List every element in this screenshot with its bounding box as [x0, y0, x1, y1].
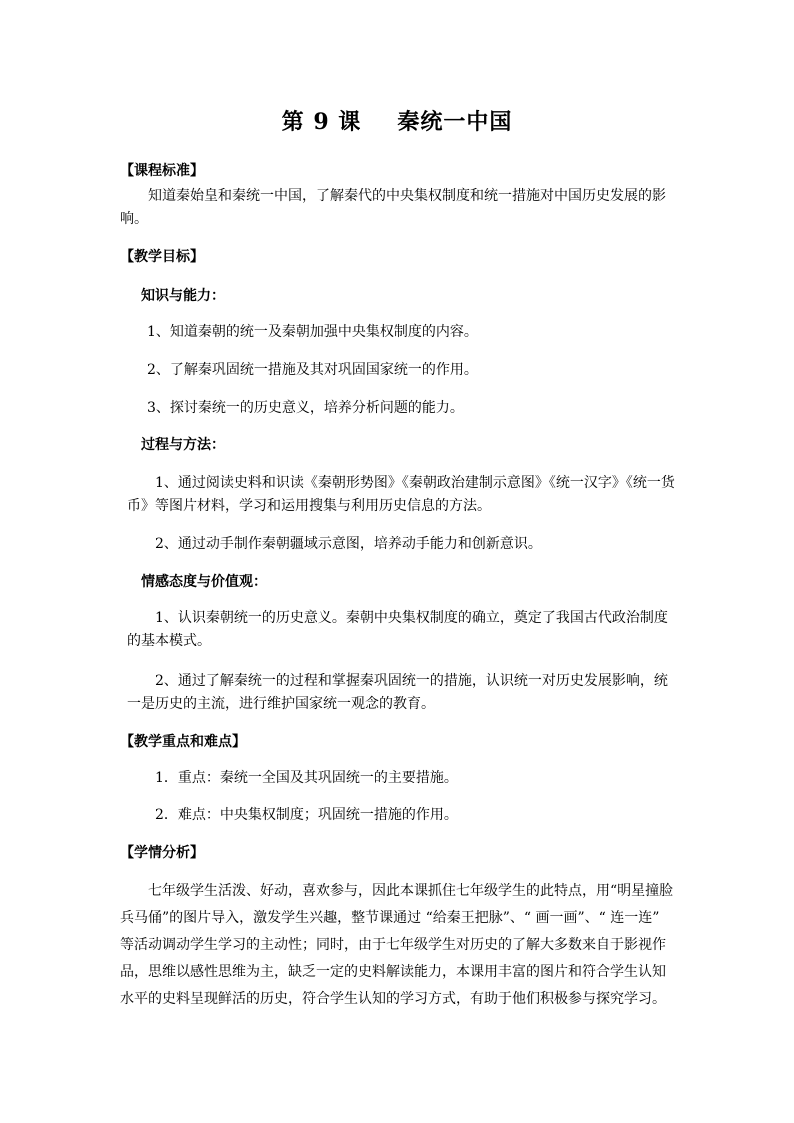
- knowledge-item-3: 3、探讨秦统一的历史意义，培养分析问题的能力。: [147, 400, 464, 416]
- section-heading-goals: 【教学目标】: [120, 249, 204, 265]
- knowledge-item-2: 2、了解秦巩固统一措施及其对巩固国家统一的作用。: [147, 362, 478, 378]
- lesson-topic: 秦统一中国: [397, 109, 513, 135]
- process-item-1: 1、通过阅读史料和识读《秦朝形势图》《秦朝政治建制示意图》《统一汉字》《统一货币》等图片材料，学习和运用搜集与利用历史信息的方法。: [127, 475, 675, 514]
- emotion-item-1: 1、认识秦朝统一的历史意义。秦朝中央集权制度的确立，奠定了我国古代政治制度的基本模式。: [127, 610, 668, 649]
- process-item-2: 2、通过动手制作秦朝疆域示意图，培养动手能力和创新意识。: [155, 536, 542, 552]
- subheading-knowledge: 知识与能力：: [141, 288, 225, 304]
- knowledge-item-1: 1、知道秦朝的统一及秦朝加强中央集权制度的内容。: [147, 324, 478, 340]
- section-heading-analysis: 【学情分析】: [120, 845, 204, 861]
- page-title: [0, 105, 794, 136]
- keypoint-item-1: 1．重点：秦统一全国及其巩固统一的主要措施。: [155, 770, 458, 786]
- analysis-text: 七年级学生活泼、好动，喜欢参与，因此本课抓住七年级学生的此特点，用“明星撞脸兵马俑”的图片导入，激发学生兴趣，整节课通过 “给秦王把脉”、“ 画一画”、“ 连一连” 等活动调动学生学习的主动性；同时，由于七年级学生对历史的了解大多数来自于影视作品，思维以感性思维为主，缺乏一定的史料解读能力，本课用丰富的图片和符合学生认知水平的史料呈现鲜活的历史，符合学生认知的学习方式，有助于他们积极参与探究学习。: [120, 883, 674, 1007]
- emotion-item-2: 2、通过了解秦统一的过程和掌握秦巩固统一的措施，认识统一对历史发展影响，统一是历史的主流，进行维护国家统一观念的教育。: [127, 673, 668, 712]
- section-heading-keypoints: 【教学重点和难点】: [120, 734, 246, 750]
- subheading-emotion: 情感态度与价值观：: [141, 574, 267, 590]
- keypoint-item-2: 2．难点：中央集权制度；巩固统一措施的作用。: [155, 807, 458, 823]
- lesson-number: 第 9 课: [281, 109, 362, 135]
- section-heading-standard: 【课程标准】: [120, 163, 204, 179]
- subheading-process: 过程与方法：: [141, 437, 225, 453]
- standard-text: 知道秦始皇和秦统一中国，了解秦代的中央集权制度和统一措施对中国历史发展的影响。: [120, 188, 666, 227]
